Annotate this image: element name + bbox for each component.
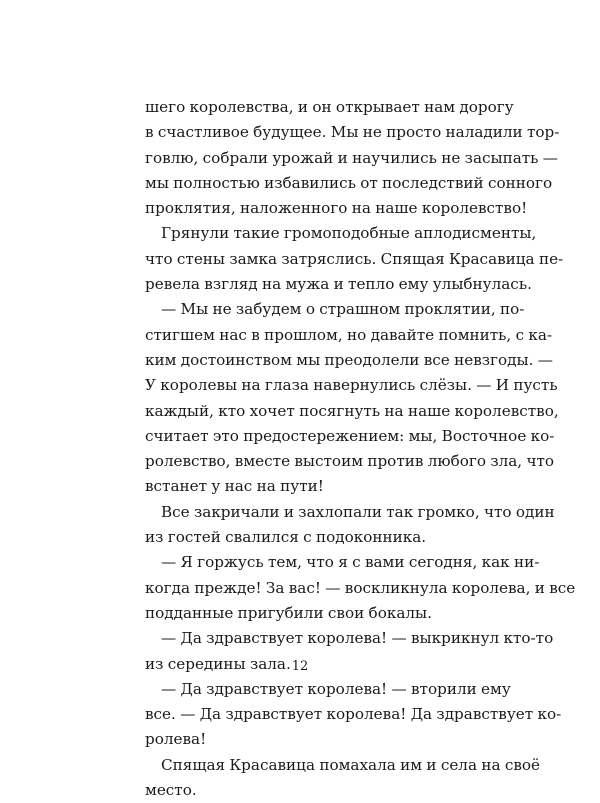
text-line: Все закричали и захлопали так громко, что один [161, 502, 555, 521]
text-line: — Мы не забудем о страшном проклятии, по- [161, 300, 525, 319]
text-line: что стены замка затряслись. Спящая Красавица пе- [145, 249, 564, 268]
text-line: встанет у нас на пути! [145, 477, 324, 496]
text-line: ким достоинством мы преодолели все невзгоды. — [145, 350, 553, 369]
text-line: ролева! [145, 730, 207, 749]
text-line: все. — Да здравствует королева! Да здравствует ко- [145, 705, 562, 724]
text-line: в счастливое будущее. Мы не просто наладили тор- [145, 123, 560, 142]
text-line: говлю, собрали урожай и научились не засыпать — [145, 148, 558, 167]
text-line: место. [145, 781, 197, 800]
text-line: ролевство, вместе выстоим против любого зла, что [145, 452, 555, 471]
text-line: каждый, кто хочет посягнуть на наше королевство, [145, 401, 559, 420]
text-line: Грянули такие громоподобные аплодисменты, [161, 224, 537, 243]
body-text [145, 95, 576, 803]
text-line: стигшем нас в прошлом, но давайте помнить, с ка- [145, 325, 553, 344]
text-line: — Да здравствует королева! — выкрикнул кто-то [161, 629, 554, 648]
text-line: из середины зала. [145, 654, 291, 673]
text-line: ревела взгляд на мужа и тепло ему улыбнулась. [145, 275, 532, 294]
page-number: 12 [291, 659, 309, 674]
text-line: мы полностью избавились от последствий сонного [145, 173, 553, 192]
text-line: шего королевства, и он открывает нам дорогу [145, 98, 514, 116]
text-line: когда прежде! За вас! — воскликнула королева, и все [145, 578, 576, 597]
text-line: — Я горжусь тем, что я с вами сегодня, как ни- [161, 553, 540, 572]
text-line: из гостей свалился с подоконника. [145, 528, 427, 547]
text-line: У королевы на глаза навернулись слёзы. — И пусть [145, 376, 558, 395]
text-line: Спящая Красавица помахала им и села на своё [161, 755, 541, 774]
text-line: подданные пригубили свои бокалы. [145, 603, 432, 622]
text-line: проклятия, наложенного на наше королевство! [145, 199, 528, 218]
text-line: считает это предостережением: мы, Восточное ко- [145, 426, 555, 445]
text-line: — Да здравствует королева! — вторили ему [161, 679, 511, 698]
